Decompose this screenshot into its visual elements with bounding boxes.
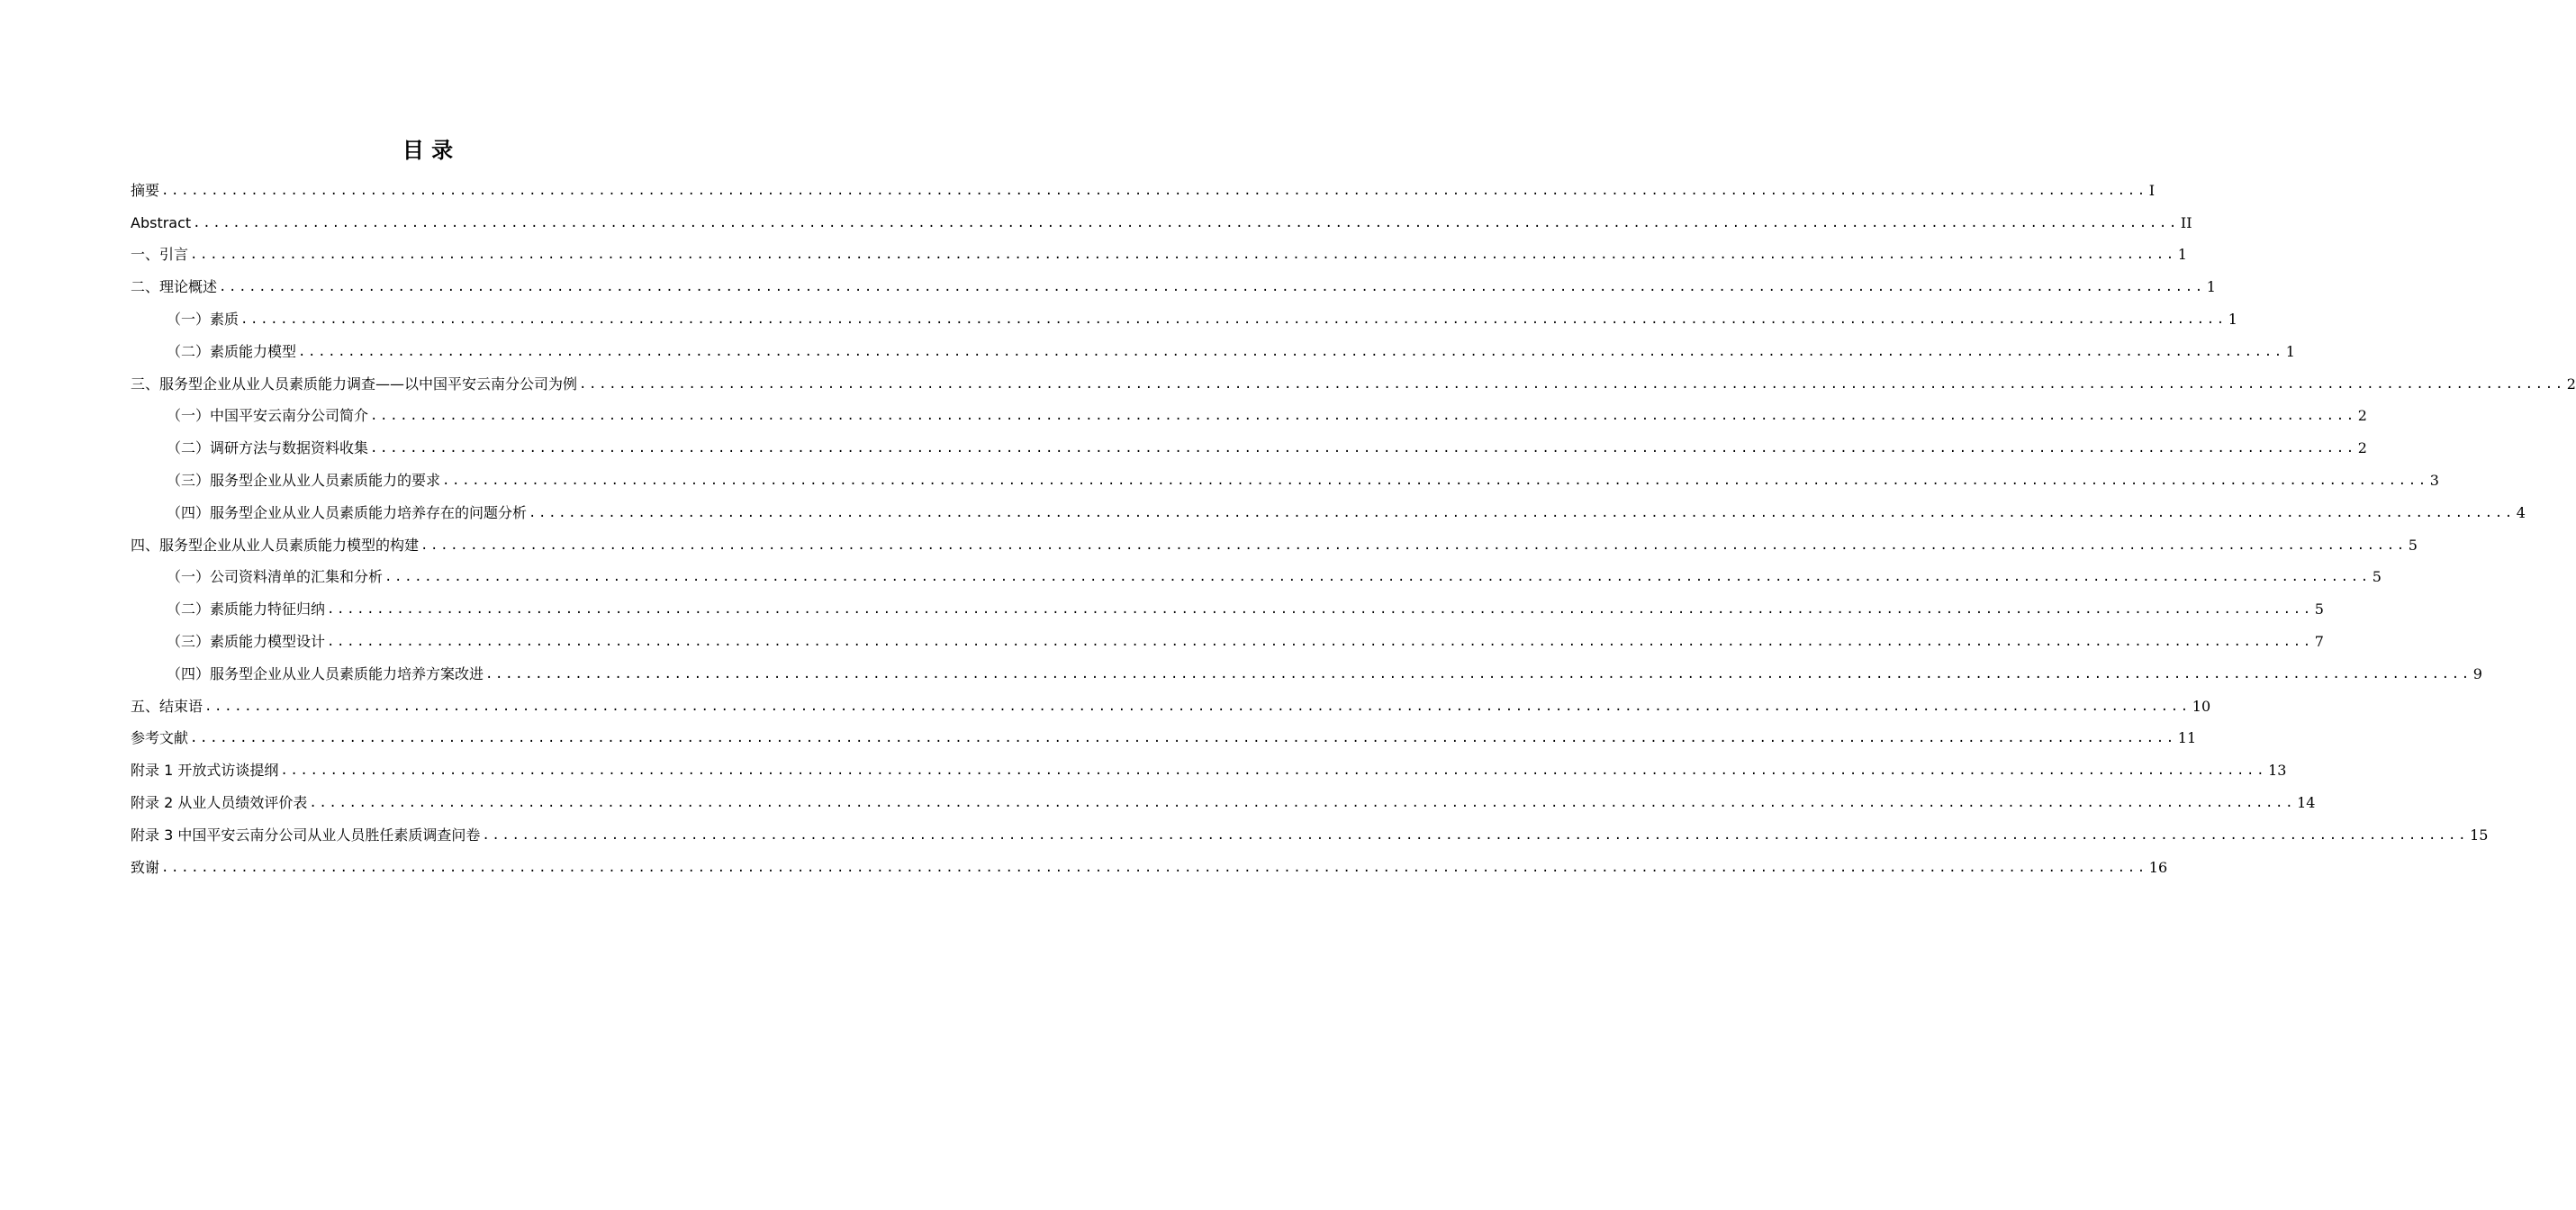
toc-entry-page-number: 3 (2429, 471, 2439, 489)
toc-entry-page-number: 16 (2148, 858, 2168, 876)
toc-entry-label: 四、服务型企业从业人员素质能力模型的构建 (131, 536, 420, 554)
toc-entry-page-number: 5 (2372, 568, 2382, 586)
toc-entry[interactable] (131, 264, 2216, 296)
toc-entry[interactable] (131, 780, 2316, 812)
toc-entry-page-number: 13 (2268, 762, 2287, 780)
toc-entry[interactable] (131, 844, 2168, 877)
toc-entry[interactable] (131, 586, 2324, 619)
toc-entry[interactable] (131, 522, 2418, 555)
toc-dot-leader: ........................................................................................................................................................................................................ (280, 763, 2267, 779)
toc-dot-leader: ........................................................................................................................................................................................................ (370, 441, 2356, 456)
toc-dot-leader: ........................................................................................................................................................................................................ (420, 537, 2407, 553)
toc-dot-leader: ........................................................................................................................................................................................................ (204, 699, 2191, 714)
toc-entry-label: 参考文献 (131, 729, 189, 747)
toc-entry[interactable] (131, 425, 2367, 457)
toc-entry-page-number: 1 (2285, 342, 2295, 360)
toc-dot-leader: ........................................................................................................................................................................................................ (161, 183, 2147, 198)
toc-entry[interactable] (131, 619, 2324, 651)
toc-entry[interactable] (131, 555, 2382, 587)
toc-entry-page-number: 11 (2177, 729, 2197, 747)
toc-dot-leader: ........................................................................................................................................................................................................ (327, 602, 2313, 618)
toc-entry-page-number: 2 (2566, 375, 2576, 393)
toc-dot-leader: ........................................................................................................................................................................................................ (161, 860, 2147, 875)
toc-entry[interactable] (131, 683, 2211, 716)
toc-entry[interactable] (131, 490, 2526, 522)
toc-entry-label: 附录 3 中国平安云南分公司从业人员胜任素质调查问卷 (131, 826, 481, 844)
toc-entry-label: （三）素质能力模型设计 (167, 632, 326, 650)
toc-entry[interactable] (131, 361, 2576, 393)
toc-dot-leader: ........................................................................................................................................................................................................ (384, 570, 2371, 585)
toc-dot-leader: ........................................................................................................................................................................................................ (193, 215, 2179, 230)
toc-dot-leader: ........................................................................................................................................................................................................ (219, 280, 2205, 295)
toc-entry[interactable] (131, 232, 2187, 265)
toc-entry[interactable] (131, 329, 2295, 361)
toc-dot-leader: ........................................................................................................................................................................................................ (309, 795, 2296, 810)
toc-entry-page-number: 14 (2297, 793, 2316, 811)
toc-entry[interactable] (131, 716, 2197, 748)
toc-dot-leader: ........................................................................................................................................................................................................ (370, 409, 2356, 424)
toc-entry-label: 附录 2 从业人员绩效评价表 (131, 793, 308, 811)
toc-entry[interactable] (131, 393, 2367, 426)
toc-entry[interactable] (131, 747, 2287, 780)
toc-entry-label: 致谢 (131, 858, 160, 876)
toc-entry[interactable] (131, 651, 2482, 683)
toc-entry-page-number: 9 (2472, 664, 2482, 682)
toc-entry-label: （一）素质 (167, 310, 240, 328)
toc-dot-leader: ........................................................................................................................................................................................................ (482, 827, 2469, 843)
toc-entry-label: （三）服务型企业从业人员素质能力的要求 (167, 471, 441, 489)
toc-entry-label: （四）服务型企业从业人员素质能力培养存在的问题分析 (167, 503, 528, 521)
toc-entry-label: 附录 1 开放式访谈提纲 (131, 762, 279, 780)
toc-entry-page-number: 4 (2516, 503, 2526, 521)
toc-entry-label: （二）调研方法与数据资料收集 (167, 439, 369, 457)
toc-entry-label: 五、结束语 (131, 697, 203, 715)
toc-list (131, 167, 2576, 877)
toc-dot-leader: ........................................................................................................................................................................................................ (190, 731, 2176, 746)
toc-title: 目 录 (402, 137, 454, 163)
toc-dot-leader: ........................................................................................................................................................................................................ (240, 312, 2227, 327)
toc-entry-page-number: 15 (2470, 826, 2489, 844)
toc-entry-label: 摘要 (131, 181, 160, 199)
toc-entry-label: （一）公司资料清单的汇集和分析 (167, 568, 384, 586)
toc-entry-page-number: I (2148, 181, 2156, 199)
toc-entry-page-number: 7 (2314, 632, 2324, 650)
toc-entry-page-number: 1 (2228, 310, 2237, 328)
toc-entry-label: 三、服务型企业从业人员素质能力调查——以中国平安云南分公司为例 (131, 375, 578, 393)
toc-dot-leader: ........................................................................................................................................................................................................ (298, 344, 2284, 359)
toc-dot-leader: ........................................................................................................................................................................................................ (190, 248, 2176, 263)
toc-entry[interactable] (131, 457, 2439, 490)
toc-entry-page-number: 10 (2192, 697, 2211, 715)
toc-entry-page-number: 1 (2206, 278, 2216, 296)
toc-entry-page-number: 5 (2314, 600, 2324, 619)
toc-entry-label: （二）素质能力特征归纳 (167, 600, 326, 619)
toc-entry[interactable] (131, 167, 2156, 200)
toc-entry-page-number: II (2180, 213, 2192, 231)
toc-entry[interactable] (131, 812, 2489, 844)
toc-entry-page-number: 1 (2177, 246, 2187, 264)
toc-entry-label: Abstract (131, 213, 192, 231)
toc-entry-page-number: 5 (2408, 536, 2418, 554)
toc-dot-leader: ........................................................................................................................................................................................................ (529, 505, 2515, 520)
toc-dot-leader: ........................................................................................................................................................................................................ (442, 473, 2428, 488)
toc-entry-page-number: 2 (2357, 407, 2367, 425)
toc-dot-leader: ........................................................................................................................................................................................................ (327, 634, 2313, 649)
toc-dot-leader: ........................................................................................................................................................................................................ (485, 666, 2472, 682)
toc-entry-label: （二）素质能力模型 (167, 342, 297, 360)
toc-entry-label: 一、引言 (131, 246, 189, 264)
toc-entry[interactable] (131, 296, 2237, 329)
toc-entry-label: （一）中国平安云南分公司简介 (167, 407, 369, 425)
toc-dot-leader: ........................................................................................................................................................................................................ (579, 376, 2565, 392)
toc-entry-label: 二、理论概述 (131, 278, 218, 296)
toc-entry[interactable] (131, 200, 2192, 232)
toc-entry-label: （四）服务型企业从业人员素质能力培养方案改进 (167, 664, 484, 682)
toc-entry-page-number: 2 (2357, 439, 2367, 457)
